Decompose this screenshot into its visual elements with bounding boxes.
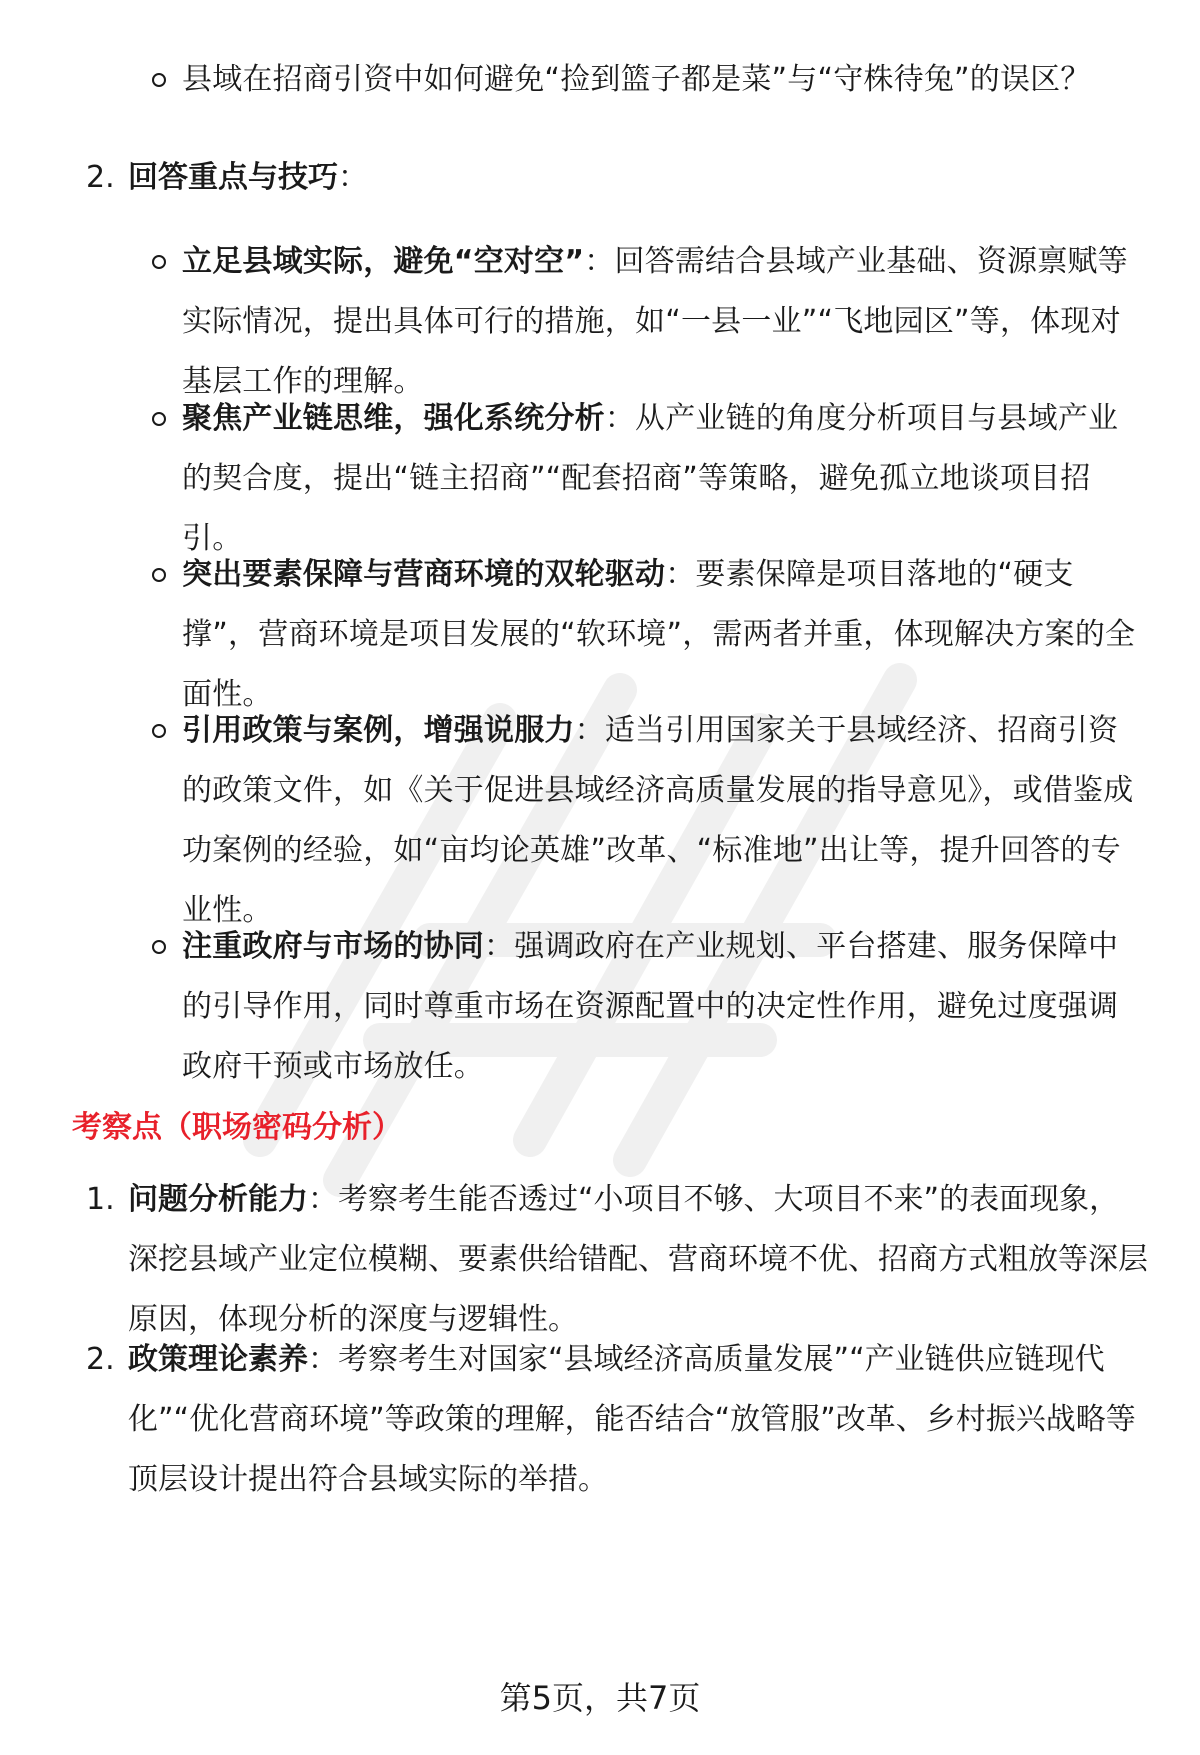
tip-body: 适当引用国家关于县域经济、招商引资的政策文件，如《关于促进县域经济高质量发展的指导意见》，或借鉴成功案例的经验，如“亩均论英雄”改革、“标准地”出让等，提升回答的专业性。 [182,713,1134,928]
tip-item [182,232,1142,412]
question-sub-item [182,50,1142,110]
tip-item [182,545,1142,725]
exam-point-number: 2. [86,1342,115,1377]
question-text: 县域在招商引资中如何避免“捡到篮子都是菜”与“守株待兔”的误区？ [182,62,1091,97]
tip-body: 回答需结合县域产业基础、资源禀赋等实际情况，提出具体可行的措施，如“一县一业”“飞地园区”等，体现对基层工作的理解。 [182,244,1128,399]
circle-bullet-icon [152,724,166,738]
circle-bullet-icon [152,940,166,954]
exam-section-title: 考察点（职场密码分析） [72,1110,402,1145]
exam-point-item [128,1170,1148,1350]
tip-separator: ： [604,401,636,436]
section-number: 2. [86,160,115,195]
tip-item [182,389,1142,569]
tip-separator: ： [665,557,696,592]
page-footer: 第5页，共7页 [499,1679,701,1717]
tip-item [182,701,1142,941]
exam-point-number: 1. [86,1182,115,1217]
circle-bullet-icon [152,412,166,426]
tip-title: 引用政策与案例，增强说服力 [182,713,575,748]
tip-body: 从产业链的角度分析项目与县域产业的契合度，提出“链主招商”“配套招商”等策略，避免孤立地谈项目招引。 [182,401,1119,556]
exam-point-title: 问题分析能力 [128,1182,308,1217]
tip-title: 聚焦产业链思维，强化系统分析 [182,401,605,436]
tip-body: 要素保障是项目落地的“硬支撑”，营商环境是项目发展的“软环境”，需两者并重，体现解决方案的全面性。 [182,557,1136,712]
tip-separator: ： [584,244,615,279]
tip-title: 立足县域实际，避免“空对空” [182,244,585,279]
tip-item [182,917,1142,1097]
section-heading [128,148,1148,208]
tip-body: 强调政府在产业规划、平台搭建、服务保障中的引导作用，同时尊重市场在资源配置中的决定性作用，避免过度强调政府干预或市场放任。 [182,929,1119,1084]
tip-title: 突出要素保障与营商环境的双轮驱动 [182,557,666,592]
exam-point-body: 考察考生对国家“县域经济高质量发展”“产业链供应链现代化”“优化营商环境”等政策的理解，能否结合“放管服”改革、乡村振兴战略等顶层设计提出符合县域实际的举措。 [128,1342,1136,1497]
circle-bullet-icon [152,73,166,87]
section-colon: ： [338,160,368,195]
exam-point-item [128,1330,1148,1510]
section-title: 回答重点与技巧 [128,160,338,195]
exam-point-body: 考察考生能否透过“小项目不够、大项目不来”的表面现象，深挖县域产业定位模糊、要素供给错配、营商环境不优、招商方式粗放等深层原因，体现分析的深度与逻辑性。 [128,1182,1148,1337]
exam-point-separator: ： [308,1182,338,1217]
tip-separator: ： [574,713,605,748]
tip-title: 注重政府与市场的协同 [182,929,484,964]
circle-bullet-icon [152,568,166,582]
exam-point-title: 政策理论素养 [128,1342,308,1377]
tip-separator: ： [484,929,515,964]
exam-point-separator: ： [308,1342,338,1377]
circle-bullet-icon [152,255,166,269]
